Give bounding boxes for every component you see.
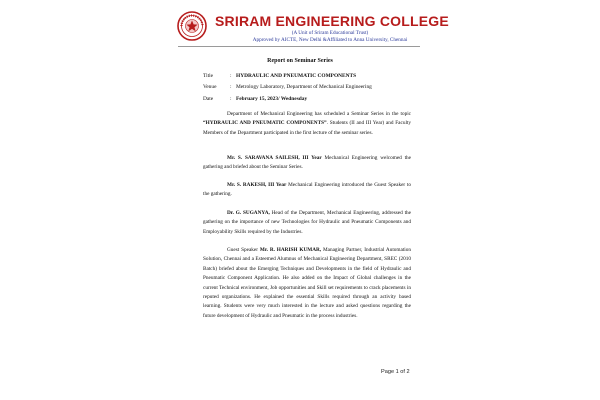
person-name: Mr. S. RAKESH, III Year (227, 182, 287, 188)
college-name: SRIRAM ENGINEERING COLLEGE (215, 13, 449, 29)
meta-title-value: HYDRAULIC AND PNEUMATIC COMPONENTS (236, 73, 357, 79)
page-number: Page 1 of 2 (381, 369, 410, 375)
paragraph-hod-address (203, 209, 411, 237)
paragraph-introduction (203, 181, 411, 200)
person-name: Mr. R. HARISH KUMAR, (259, 247, 322, 253)
paragraph-text: Mechanical Engineering welcomed the gathering and briefed about the Seminar Series. (203, 155, 411, 171)
paragraph-text: Mechanical Engineering introduced the Guest Speaker to the gathering. (203, 182, 412, 198)
paragraph-text: Department of Mechanical Engineering has scheduled a Seminar Series in the topic (227, 111, 411, 117)
seminar-topic: “HYDRAULIC AND PNEUMATIC COMPONENTS” (203, 120, 327, 127)
person-name: Dr. G. SUGANYA, (227, 210, 270, 216)
meta-colon: : (230, 84, 232, 90)
paragraph-welcome (203, 154, 411, 173)
meta-colon: : (230, 73, 232, 79)
report-heading: Report on Seminar Series (267, 58, 333, 64)
paragraph-intro (203, 110, 411, 138)
paragraph-text: Head of the Department, Mechanical Engineering, addressed the gathering on the importance of new Technologies for Hydraulic and Pneumatic Components and Employability Skills required by the Industries. (203, 210, 412, 235)
college-trust-line: (A Unit of Sriram Educational Trust) (291, 30, 369, 36)
meta-date-value: February 15, 2023/ Wednesday (236, 96, 308, 102)
paragraph-text: Managing Partner, Industrial Automation Solution, Chennai and a Esteemed Alumnus of Mechanical Engineering Department, SREC (2010 Batch) briefed about the Emerging Techniques and Developments in the field of Hydraulic and Pneumatic Component Application. He also added on the Impact of Global challenges in the current Technical environment, Job opportunities and Skill set requirements to crack placements in reputed organizations. He explained the essential Skills required through an activity based learning. Students were very much interested in the lecture and asked questions regarding the future development of Hydraulic and Pneumatic in the process industries. (203, 247, 411, 319)
paragraph-guest-speaker (203, 246, 411, 321)
meta-venue-value: Metrology Laboratory, Department of Mechanical Engineering (236, 84, 372, 90)
meta-colon: : (230, 96, 232, 102)
header-divider (178, 46, 420, 47)
meta-venue-label: Venue (203, 84, 217, 90)
meta-date-label: Date (203, 96, 214, 102)
paragraph-text: . Students (II and III Year) and Faculty Members of the Department participated in the first lecture of the seminar series. (203, 120, 411, 136)
person-name: Mr. S. SARAVANA SAILESH, III Year (227, 155, 322, 161)
paragraph-text: Guest Speaker (227, 247, 260, 253)
meta-title-label: Title (203, 73, 213, 79)
college-approval-line: Approved by AICTE, New Delhi &Affiliated to Anna University, Chennai (252, 37, 408, 43)
